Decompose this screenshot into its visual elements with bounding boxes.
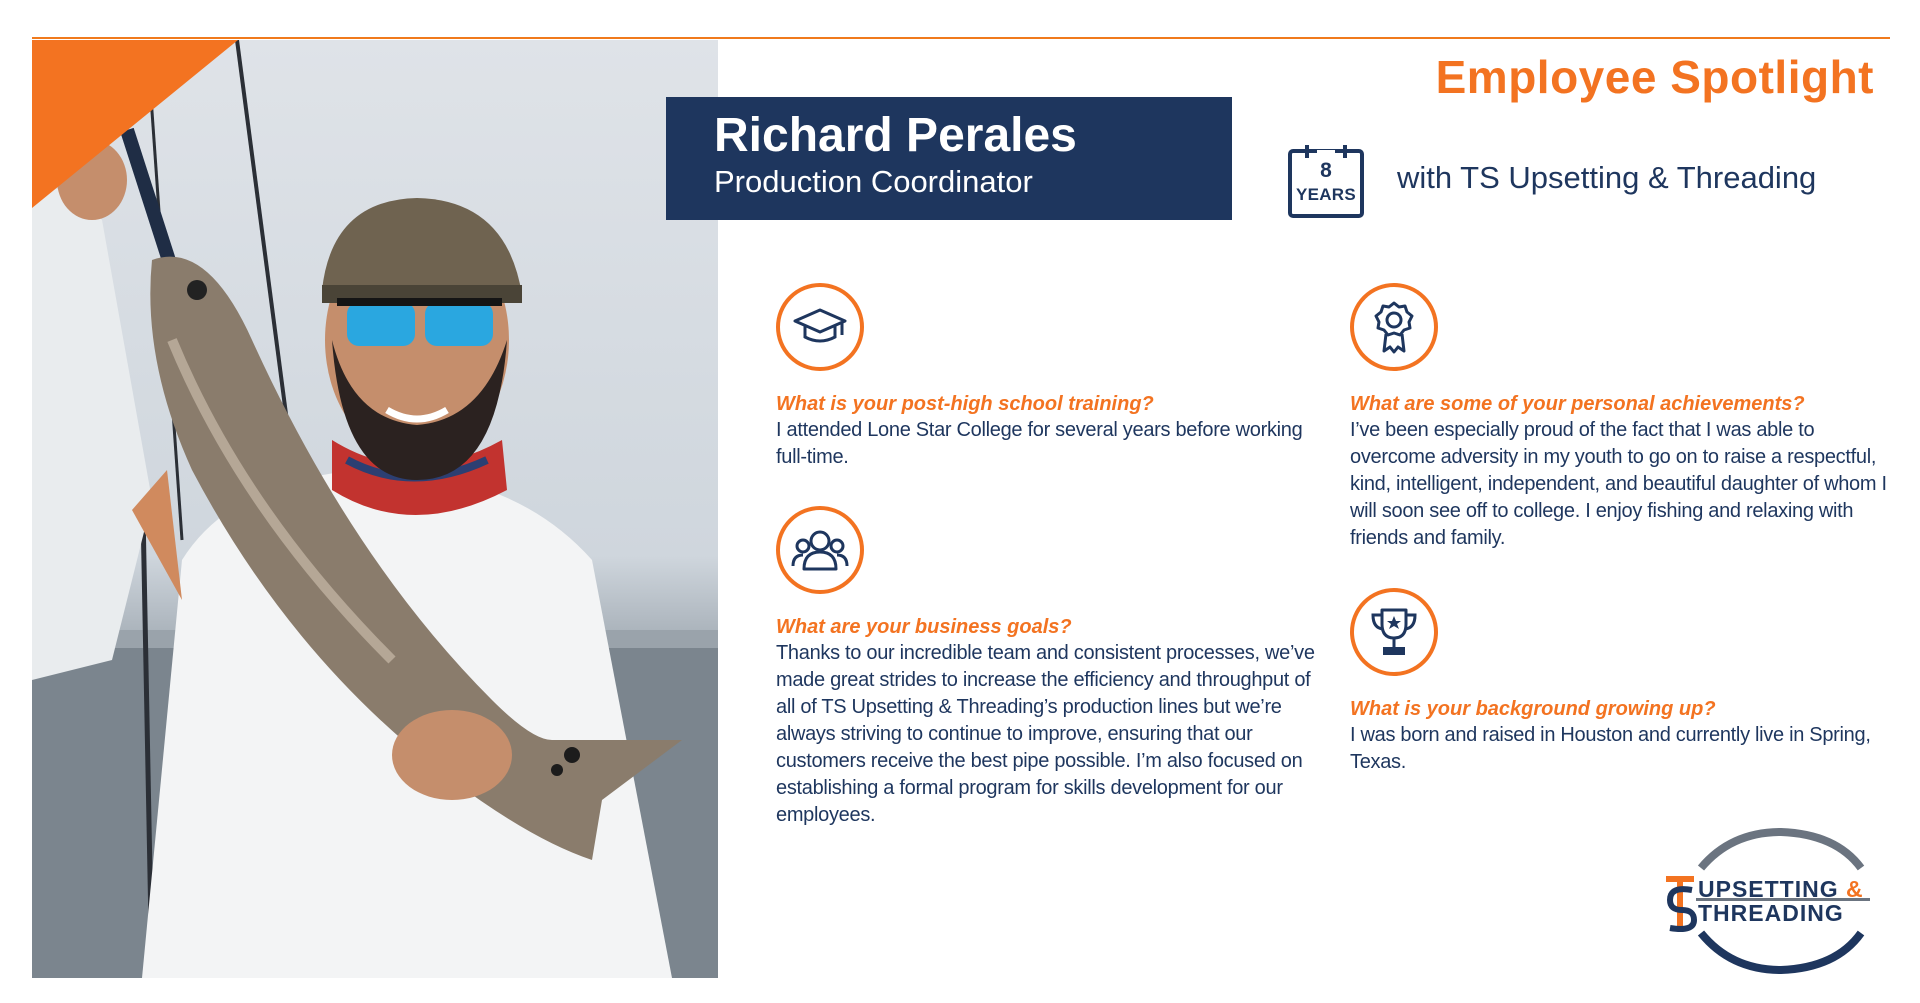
tenure-company: with TS Upsetting & Threading xyxy=(1397,160,1817,195)
qa-answer: I attended Lone Star College for several years before working full-time. xyxy=(776,419,1303,468)
tenure-number: 8 xyxy=(1320,159,1332,182)
award-ribbon-icon xyxy=(1350,283,1438,371)
employee-role: Production Coordinator xyxy=(714,164,1033,199)
tenure-unit: YEARS xyxy=(1295,185,1357,204)
name-banner xyxy=(666,97,1232,220)
qa-question: What is your background growing up? xyxy=(1350,698,1716,720)
calendar-icon xyxy=(1287,143,1365,219)
logo-wordmark-bottom: THREADING xyxy=(1698,900,1844,926)
qa-answer: I was born and raised in Houston and currently live in Spring, Texas. xyxy=(1350,724,1871,773)
qa-question: What is your post-high school training? xyxy=(776,393,1154,415)
qa-training xyxy=(776,283,1321,471)
company-logo xyxy=(1656,828,1878,974)
qa-question: What are some of your personal achievements? xyxy=(1350,393,1805,415)
corner-accent xyxy=(32,40,238,208)
qa-business-goals xyxy=(776,506,1321,829)
qa-achievements xyxy=(1350,283,1890,552)
qa-answer: I’ve been especially proud of the fact that I was able to overcome adversity in my youth to go on to raise a respectful, kind, intelligent, independent, and beautiful daughter of whom I will soon see off to college. I enjoy fishing and relaxing with friends and family. xyxy=(1350,419,1887,549)
qa-answer: Thanks to our incredible team and consistent processes, we’ve made great strides to increase the efficiency and throughput of all of TS Upsetting & Threading’s production lines but we’re always striving to continue to improve, ensuring that our customers receive the best pipe possible. I’m also focused on establishing a formal program for skills development for our employees. xyxy=(776,642,1315,826)
top-divider xyxy=(32,37,1890,39)
employee-name: Richard Perales xyxy=(714,109,1077,162)
trophy-icon xyxy=(1350,588,1438,676)
team-people-icon xyxy=(776,506,864,594)
graduation-cap-icon xyxy=(776,283,864,371)
logo-wordmark-top: UPSETTING & xyxy=(1698,876,1864,902)
qa-question: What are your business goals? xyxy=(776,616,1072,638)
qa-background xyxy=(1350,588,1890,776)
page-title: Employee Spotlight xyxy=(1435,51,1874,103)
